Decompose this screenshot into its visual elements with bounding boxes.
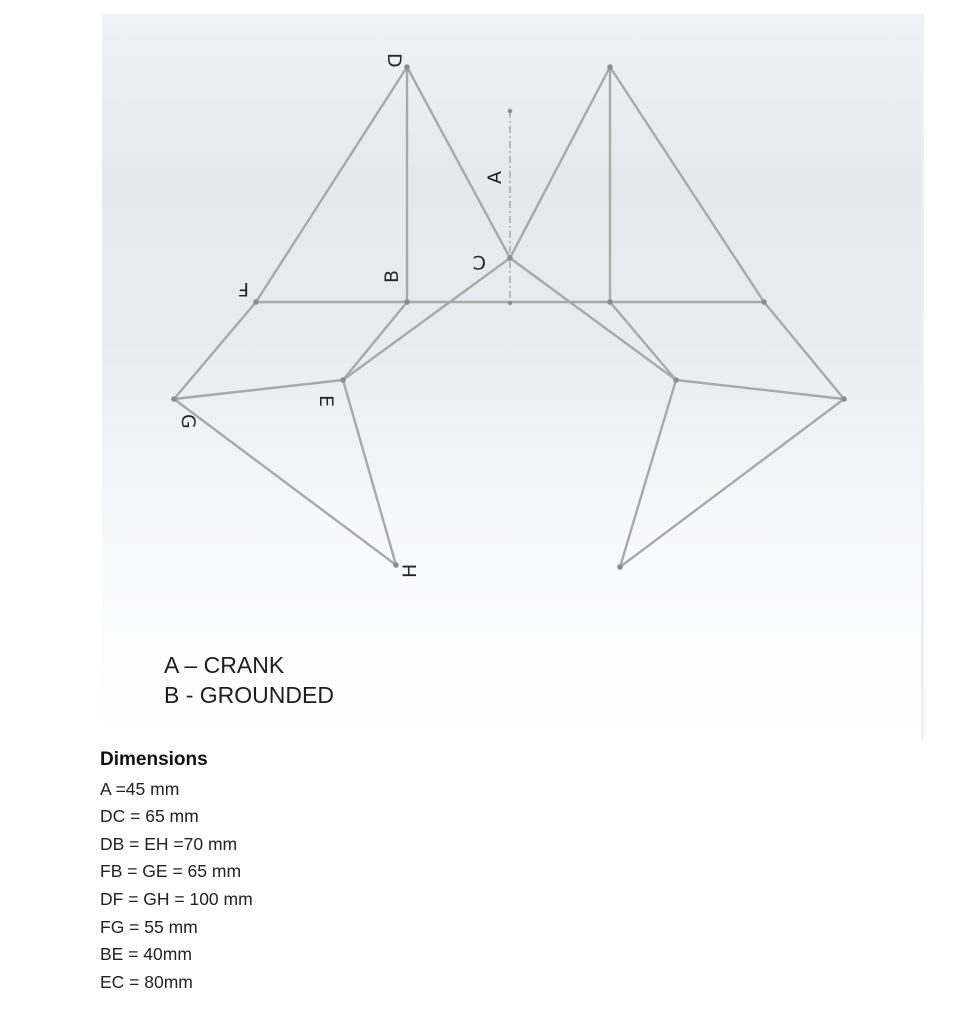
joint-g <box>171 396 177 402</box>
joint-e <box>340 377 346 383</box>
link-dc <box>407 67 510 258</box>
dimension-item: A =45 mm <box>100 779 180 799</box>
link-fd <box>256 67 407 302</box>
link-right-eh <box>620 380 676 567</box>
joint-c <box>507 255 513 261</box>
joint-right-f <box>761 299 767 305</box>
label-b: B <box>381 269 403 283</box>
dimension-item: FG = 55 mm <box>100 917 198 937</box>
link-fg <box>174 302 256 399</box>
label-a: A <box>484 171 506 184</box>
link-ec <box>343 258 510 380</box>
joint-right-h <box>617 564 623 570</box>
joint-b <box>404 299 410 305</box>
label-g: G <box>177 414 199 429</box>
legend-crank: A – CRANK <box>164 652 285 678</box>
label-e: E <box>315 395 337 408</box>
label-h: H <box>399 563 421 578</box>
joint-f <box>253 299 259 305</box>
link-right-ec <box>510 258 676 380</box>
link-gh <box>174 399 396 565</box>
dimension-item: DC = 65 mm <box>100 806 199 826</box>
link-eh <box>343 380 396 565</box>
axis-end-point <box>508 109 512 113</box>
link-right-be <box>610 302 676 380</box>
link-right-dc <box>510 67 610 258</box>
joint-right-b <box>607 299 613 305</box>
joint-right-g <box>841 396 847 402</box>
label-c: C <box>472 251 486 273</box>
joint-right-d <box>607 64 613 70</box>
link-right-ge <box>676 380 844 399</box>
dimensions-title: Dimensions <box>100 749 208 770</box>
legend-grounded: B - GROUNDED <box>164 682 334 708</box>
dimension-item: DF = GH = 100 mm <box>100 889 253 909</box>
joint-h <box>393 562 399 568</box>
joint-a-center <box>508 301 512 305</box>
dimension-item: FB = GE = 65 mm <box>100 861 242 881</box>
label-f: F <box>238 278 249 300</box>
link-right-fg <box>764 302 844 399</box>
dimension-item: DB = EH =70 mm <box>100 834 238 854</box>
link-right-fd <box>610 67 764 302</box>
dimension-item: BE = 40mm <box>100 944 192 964</box>
joint-right-e <box>673 377 679 383</box>
label-d: D <box>383 53 405 68</box>
dimension-item: EC = 80mm <box>100 972 193 992</box>
link-right-gh <box>620 399 844 567</box>
